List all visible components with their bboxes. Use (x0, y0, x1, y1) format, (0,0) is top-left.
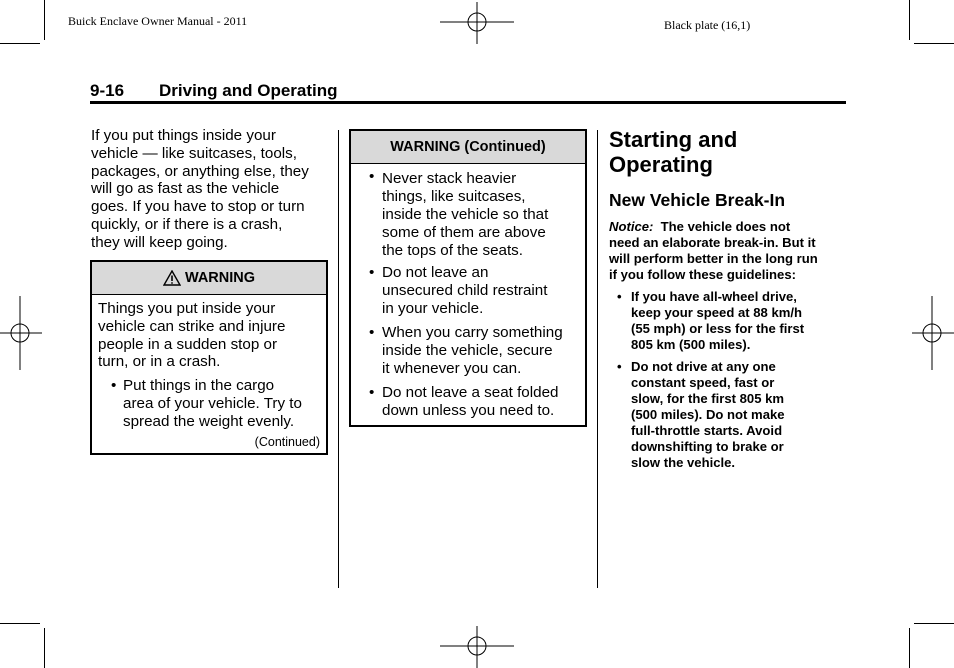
text-line: area of your vehicle. Try to (123, 394, 302, 412)
crop-mark (44, 628, 45, 668)
document-title: Buick Enclave Owner Manual - 2011 (68, 14, 248, 28)
guideline-bullet (631, 359, 846, 471)
text-line: Do not leave a seat folded (382, 384, 559, 401)
text-line: When you carry something (382, 324, 563, 341)
warning-continued-header (351, 131, 585, 164)
text-line: spread the weight evenly. (123, 412, 295, 430)
registration-mark-icon (910, 296, 954, 370)
text-line: unsecured child restraint (382, 281, 548, 299)
warning-bullet (382, 324, 563, 378)
notice-text: The vehicle does not (660, 219, 791, 234)
crop-mark (0, 43, 40, 44)
text-line: vehicle — like suitcases, tools, (91, 144, 297, 162)
text-line: it whenever you can. (382, 359, 522, 377)
column-divider (338, 130, 339, 588)
heading-line: Operating (609, 152, 713, 177)
bullet-icon: • (369, 264, 375, 281)
notice-label: Notice: (609, 219, 654, 234)
text-line: Do not drive at any one (631, 359, 776, 374)
crop-mark (914, 623, 954, 624)
crop-mark (0, 623, 40, 624)
crop-mark (914, 43, 954, 44)
notice-block (609, 219, 849, 283)
warning-continued-box (349, 129, 587, 427)
text-line: some of them are above (382, 223, 546, 241)
warning-header (92, 262, 326, 295)
warning-bullet (382, 170, 548, 260)
bullet-icon: • (369, 384, 375, 401)
text-line: things, like suitcases, (382, 187, 526, 205)
text-line: down unless you need to. (382, 401, 555, 419)
text-line: Things you put inside your (98, 300, 276, 317)
text-line: slow, for the first 805 km (631, 391, 785, 406)
page-number: 9-16 (90, 81, 125, 100)
registration-mark-icon (0, 296, 44, 370)
registration-mark-icon (440, 2, 514, 46)
text-line: the tops of the seats. (382, 241, 523, 259)
text-line: 805 km (500 miles). (631, 337, 751, 352)
chapter-heading (609, 127, 737, 177)
crop-mark (909, 628, 910, 668)
section-title: Driving and Operating (159, 81, 338, 100)
text-line: will go as fast as the vehicle (91, 180, 280, 198)
warning-bullet (123, 377, 302, 431)
text-line: Do not leave an (382, 264, 489, 281)
warning-title: WARNING (184, 270, 256, 286)
text-line (609, 219, 849, 235)
text-line: turn, or in a crash. (98, 353, 221, 371)
text-line: inside the vehicle, secure (382, 341, 553, 359)
heading-line: Starting and (609, 127, 738, 152)
text-line: If you have all-wheel drive, (631, 289, 797, 304)
text-line: constant speed, fast or (631, 375, 775, 390)
text-line: keep your speed at 88 km/h (631, 305, 803, 320)
text-line: need an elaborate break-in. But it (609, 235, 816, 250)
text-line: (55 mph) or less for the first (631, 321, 805, 336)
continued-label: (Continued) (254, 435, 320, 449)
text-line: packages, or anything else, they (91, 162, 309, 180)
bullet-icon: • (617, 289, 622, 304)
warning-triangle-icon (163, 270, 181, 286)
bullet-icon: • (617, 359, 622, 374)
text-line: downshifting to brake or (631, 439, 784, 454)
crop-mark (44, 0, 45, 40)
text-line: in your vehicle. (382, 299, 484, 317)
warning-bullet (382, 384, 558, 420)
text-line: goes. If you have to stop or turn (91, 198, 305, 216)
text-line: Put things in the cargo (123, 377, 275, 394)
plate-label: Black plate (16,1) (664, 18, 751, 32)
bullet-icon: • (369, 168, 375, 185)
registration-mark-icon (440, 624, 514, 668)
warning-box (90, 260, 328, 455)
bullet-icon: • (111, 377, 117, 394)
column-divider (597, 130, 598, 588)
text-line: full-throttle starts. Avoid (631, 423, 783, 438)
bullet-icon: • (369, 324, 375, 341)
text-line: slow the vehicle. (631, 455, 736, 470)
text-line: If you put things inside your (91, 127, 276, 144)
text-line: will perform better in the long run (609, 251, 818, 266)
text-line: inside the vehicle so that (382, 205, 549, 223)
subheading: New Vehicle Break-In (609, 190, 786, 210)
warning-bullet (382, 264, 547, 318)
text-line: people in a sudden stop or (98, 335, 278, 353)
warning-text (98, 300, 285, 371)
section-rule (90, 101, 846, 104)
warning-continued-title: WARNING (Continued) (390, 139, 546, 155)
text-line: (500 miles). Do not make (631, 407, 785, 422)
guideline-bullet (631, 289, 846, 353)
text-line: Never stack heavier (382, 170, 517, 187)
intro-paragraph (91, 127, 331, 252)
text-line: vehicle can strike and injure (98, 317, 286, 335)
text-line: quickly, or if there is a crash, (91, 215, 283, 233)
text-line: they will keep going. (91, 233, 228, 251)
crop-mark (909, 0, 910, 40)
text-line: if you follow these guidelines: (609, 267, 796, 282)
